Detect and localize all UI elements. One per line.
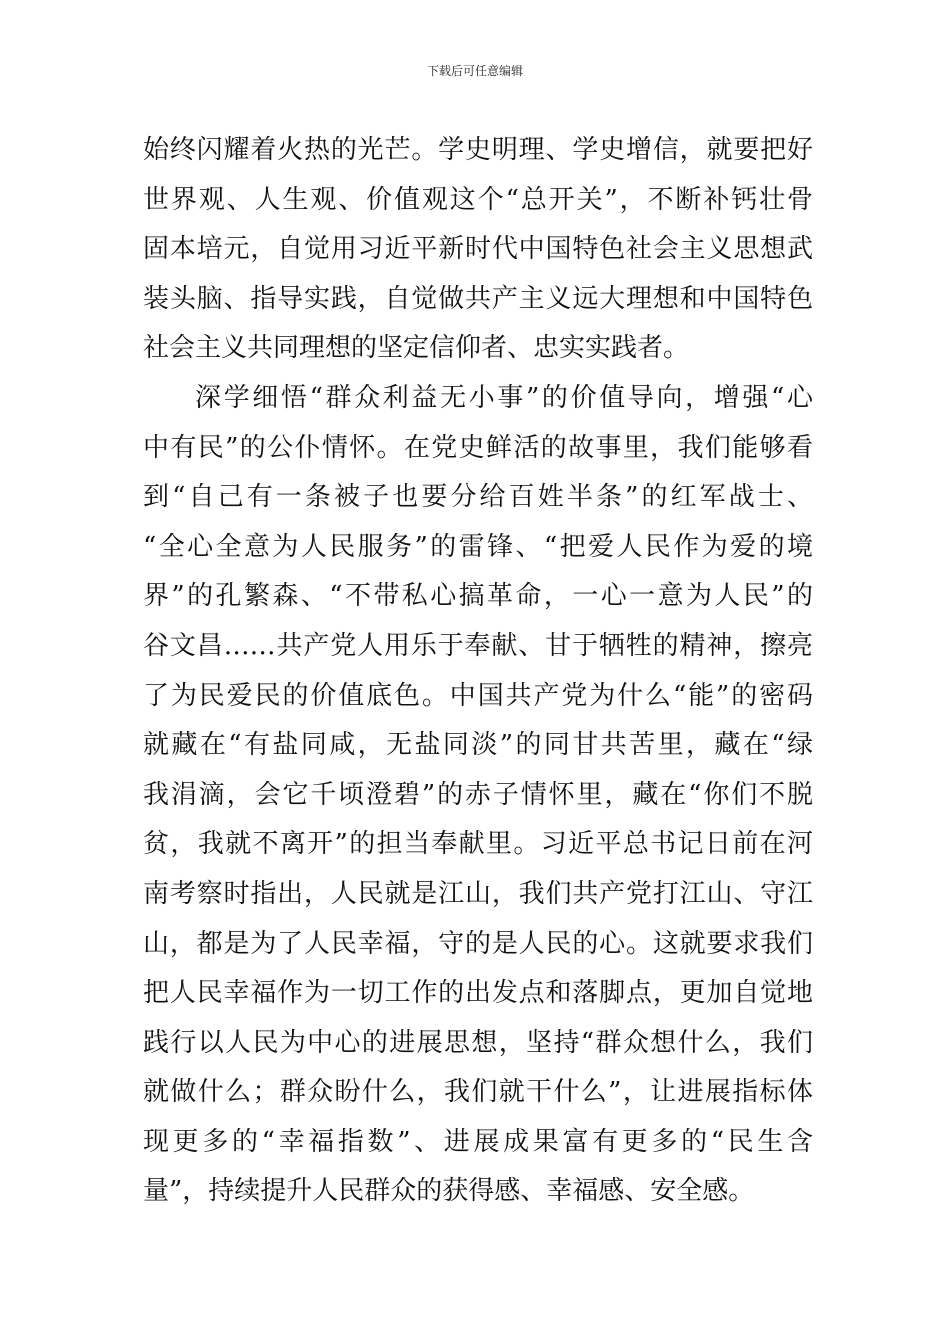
paragraph-2 <box>143 374 813 1217</box>
text-line: 贫，我就不离开”的担当奉献里。习近平总书记日前在河 <box>143 829 813 860</box>
paragraph-1 <box>143 126 813 374</box>
text-line: 我涓滴，会它千顷澄碧”的赤子情怀里，藏在“你们不脱 <box>143 779 813 810</box>
text-line: 南考察时指出，人民就是江山，我们共产党打江山、守江 <box>143 878 813 909</box>
text-line: 始终闪耀着火热的光芒。学史明理、学史增信，就要把好 <box>143 135 813 165</box>
text-line: 山，都是为了人民幸福，守的是人民的心。这就要求我们 <box>143 928 813 959</box>
text-line: 固本培元，自觉用习近平新时代中国特色社会主义思想武 <box>143 234 813 265</box>
text-line: 中有民”的公仆情怀。在党史鲜活的故事里，我们能够看 <box>143 432 813 463</box>
text-line: 社会主义共同理想的坚定信仰者、忠实实践者。 <box>143 333 690 364</box>
text-line: 就藏在“有盐同咸，无盐同淡”的同甘共苦里，藏在“绿 <box>143 730 813 761</box>
text-line: 就做什么；群众盼什么，我们就干什么”，让进展指标体 <box>143 1077 813 1108</box>
text-line: 践行以人民为中心的进展思想，坚持“群众想什么，我们 <box>143 1027 813 1058</box>
text-line: 界”的孔繁森、“不带私心搞革命，一心一意为人民”的 <box>143 581 813 612</box>
document-body <box>143 126 813 1217</box>
text-line: 到“自己有一条被子也要分给百姓半条”的红军战士、 <box>143 482 813 513</box>
text-line: 现更多的“幸福指数”、进展成果富有更多的“民生含 <box>143 1126 813 1157</box>
text-line: 深学细悟“群众利益无小事”的价值导向，增强“心 <box>195 382 813 413</box>
text-line: 世界观、人生观、价值观这个“总开关”，不断补钙壮骨 <box>143 184 813 215</box>
text-line: 了为民爱民的价值底色。中国共产党为什么“能”的密码 <box>143 680 813 711</box>
text-line: 把人民幸福作为一切工作的出发点和落脚点，更加自觉地 <box>143 978 813 1009</box>
text-line: 量”，持续提升人民群众的获得感、幸福感、安全感。 <box>143 1176 755 1207</box>
page-header-note: 下载后可任意编辑 <box>426 64 523 78</box>
text-line: “全心全意为人民服务”的雷锋、“把爱人民作为爱的境 <box>143 531 813 562</box>
text-line: 谷文昌……共产党人用乐于奉献、甘于牺牲的精神，擦亮 <box>143 630 813 661</box>
text-line: 装头脑、指导实践，自觉做共产主义远大理想和中国特色 <box>143 283 813 314</box>
